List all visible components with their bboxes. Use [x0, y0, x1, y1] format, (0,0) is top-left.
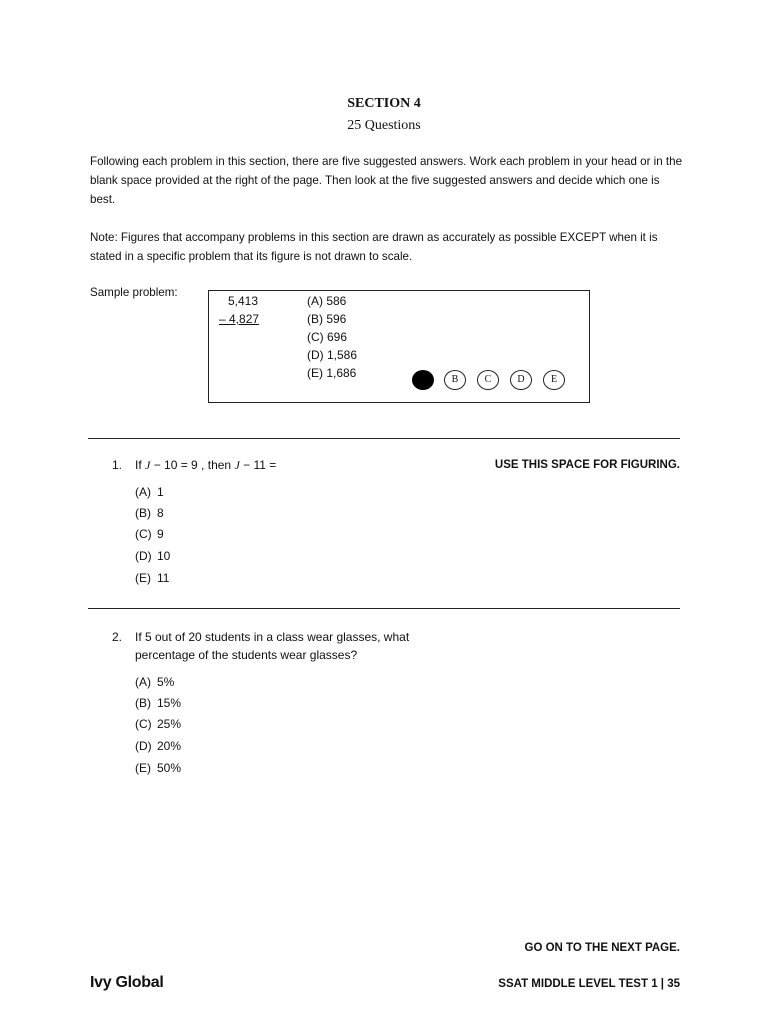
sample-subtrahend: – 4,827 [219, 312, 260, 326]
question-number: 2. [112, 630, 123, 644]
option-value: 11 [157, 571, 170, 585]
option-value: 25% [157, 717, 182, 731]
option-letter: (B) [135, 696, 151, 710]
question-text-line: percentage of the students wear glasses? [135, 648, 358, 662]
q1-part1: − 10 = 9 , then [153, 458, 232, 472]
option-letter: (E) [135, 571, 151, 585]
section-title: SECTION 4 [347, 96, 421, 111]
option-letter: (C) [135, 527, 152, 541]
option-letter: (A) [135, 485, 151, 499]
brand-logo-text: Ivy Global [90, 974, 164, 991]
sample-choice-c: (C) 696 [307, 330, 348, 344]
sample-choice-b: (B) 596 [307, 312, 347, 326]
question-number: 1. [112, 458, 123, 472]
page-footer: SSAT MIDDLE LEVEL TEST 1 | 35 [498, 978, 680, 990]
answer-bubble-c[interactable]: C [477, 370, 499, 390]
sample-choice-e: (E) 1,686 [307, 366, 357, 380]
option-letter: (A) [135, 675, 151, 689]
go-on-label: GO ON TO THE NEXT PAGE. [524, 942, 680, 954]
option-value: 10 [157, 549, 171, 563]
answer-bubble-b[interactable]: B [444, 370, 466, 390]
sample-label: Sample problem: [90, 286, 178, 299]
option-letter: (E) [135, 761, 151, 775]
option-value: 9 [157, 527, 164, 541]
divider [88, 608, 680, 609]
sample-minuend: 5,413 [228, 294, 259, 308]
figuring-space-label: USE THIS SPACE FOR FIGURING. [494, 459, 680, 471]
option-letter: (B) [135, 506, 151, 520]
option-value: 5% [157, 675, 175, 689]
option-letter: (D) [135, 739, 152, 753]
q1-part2: − 11 = [243, 458, 277, 472]
instructions-paragraph: Following each problem in this section, there are five suggested answers. Work each problem in your head or in the blank space provided at the right of the page. Then look at the five suggested answers and decide which one is best. [90, 155, 683, 206]
divider [88, 438, 680, 439]
sample-choice-a: (A) 586 [307, 294, 347, 308]
option-letter: (D) [135, 549, 152, 563]
answer-bubble-d[interactable]: D [510, 370, 532, 390]
q1-variable: J [145, 458, 151, 472]
option-value: 1 [157, 485, 164, 499]
option-value: 8 [157, 506, 164, 520]
option-value: 15% [157, 696, 182, 710]
section-subtitle: 25 Questions [347, 118, 421, 133]
question-text-line: If 5 out of 20 students in a class wear glasses, what [135, 630, 410, 644]
note-paragraph: Note: Figures that accompany problems in this section are drawn as accurately as possible EXCEPT when it is stated in a specific problem that its figure is not drawn to scale. [90, 231, 658, 263]
sample-problem-box [208, 290, 590, 403]
option-value: 20% [157, 739, 182, 753]
sample-choice-d: (D) 1,586 [307, 348, 358, 362]
question-text [135, 456, 276, 474]
q1-if: If [135, 458, 142, 472]
q1-variable: J [234, 458, 240, 472]
answer-bubble-a-filled[interactable] [412, 370, 434, 390]
option-value: 50% [157, 761, 182, 775]
option-letter: (C) [135, 717, 152, 731]
answer-bubble-e[interactable]: E [543, 370, 565, 390]
